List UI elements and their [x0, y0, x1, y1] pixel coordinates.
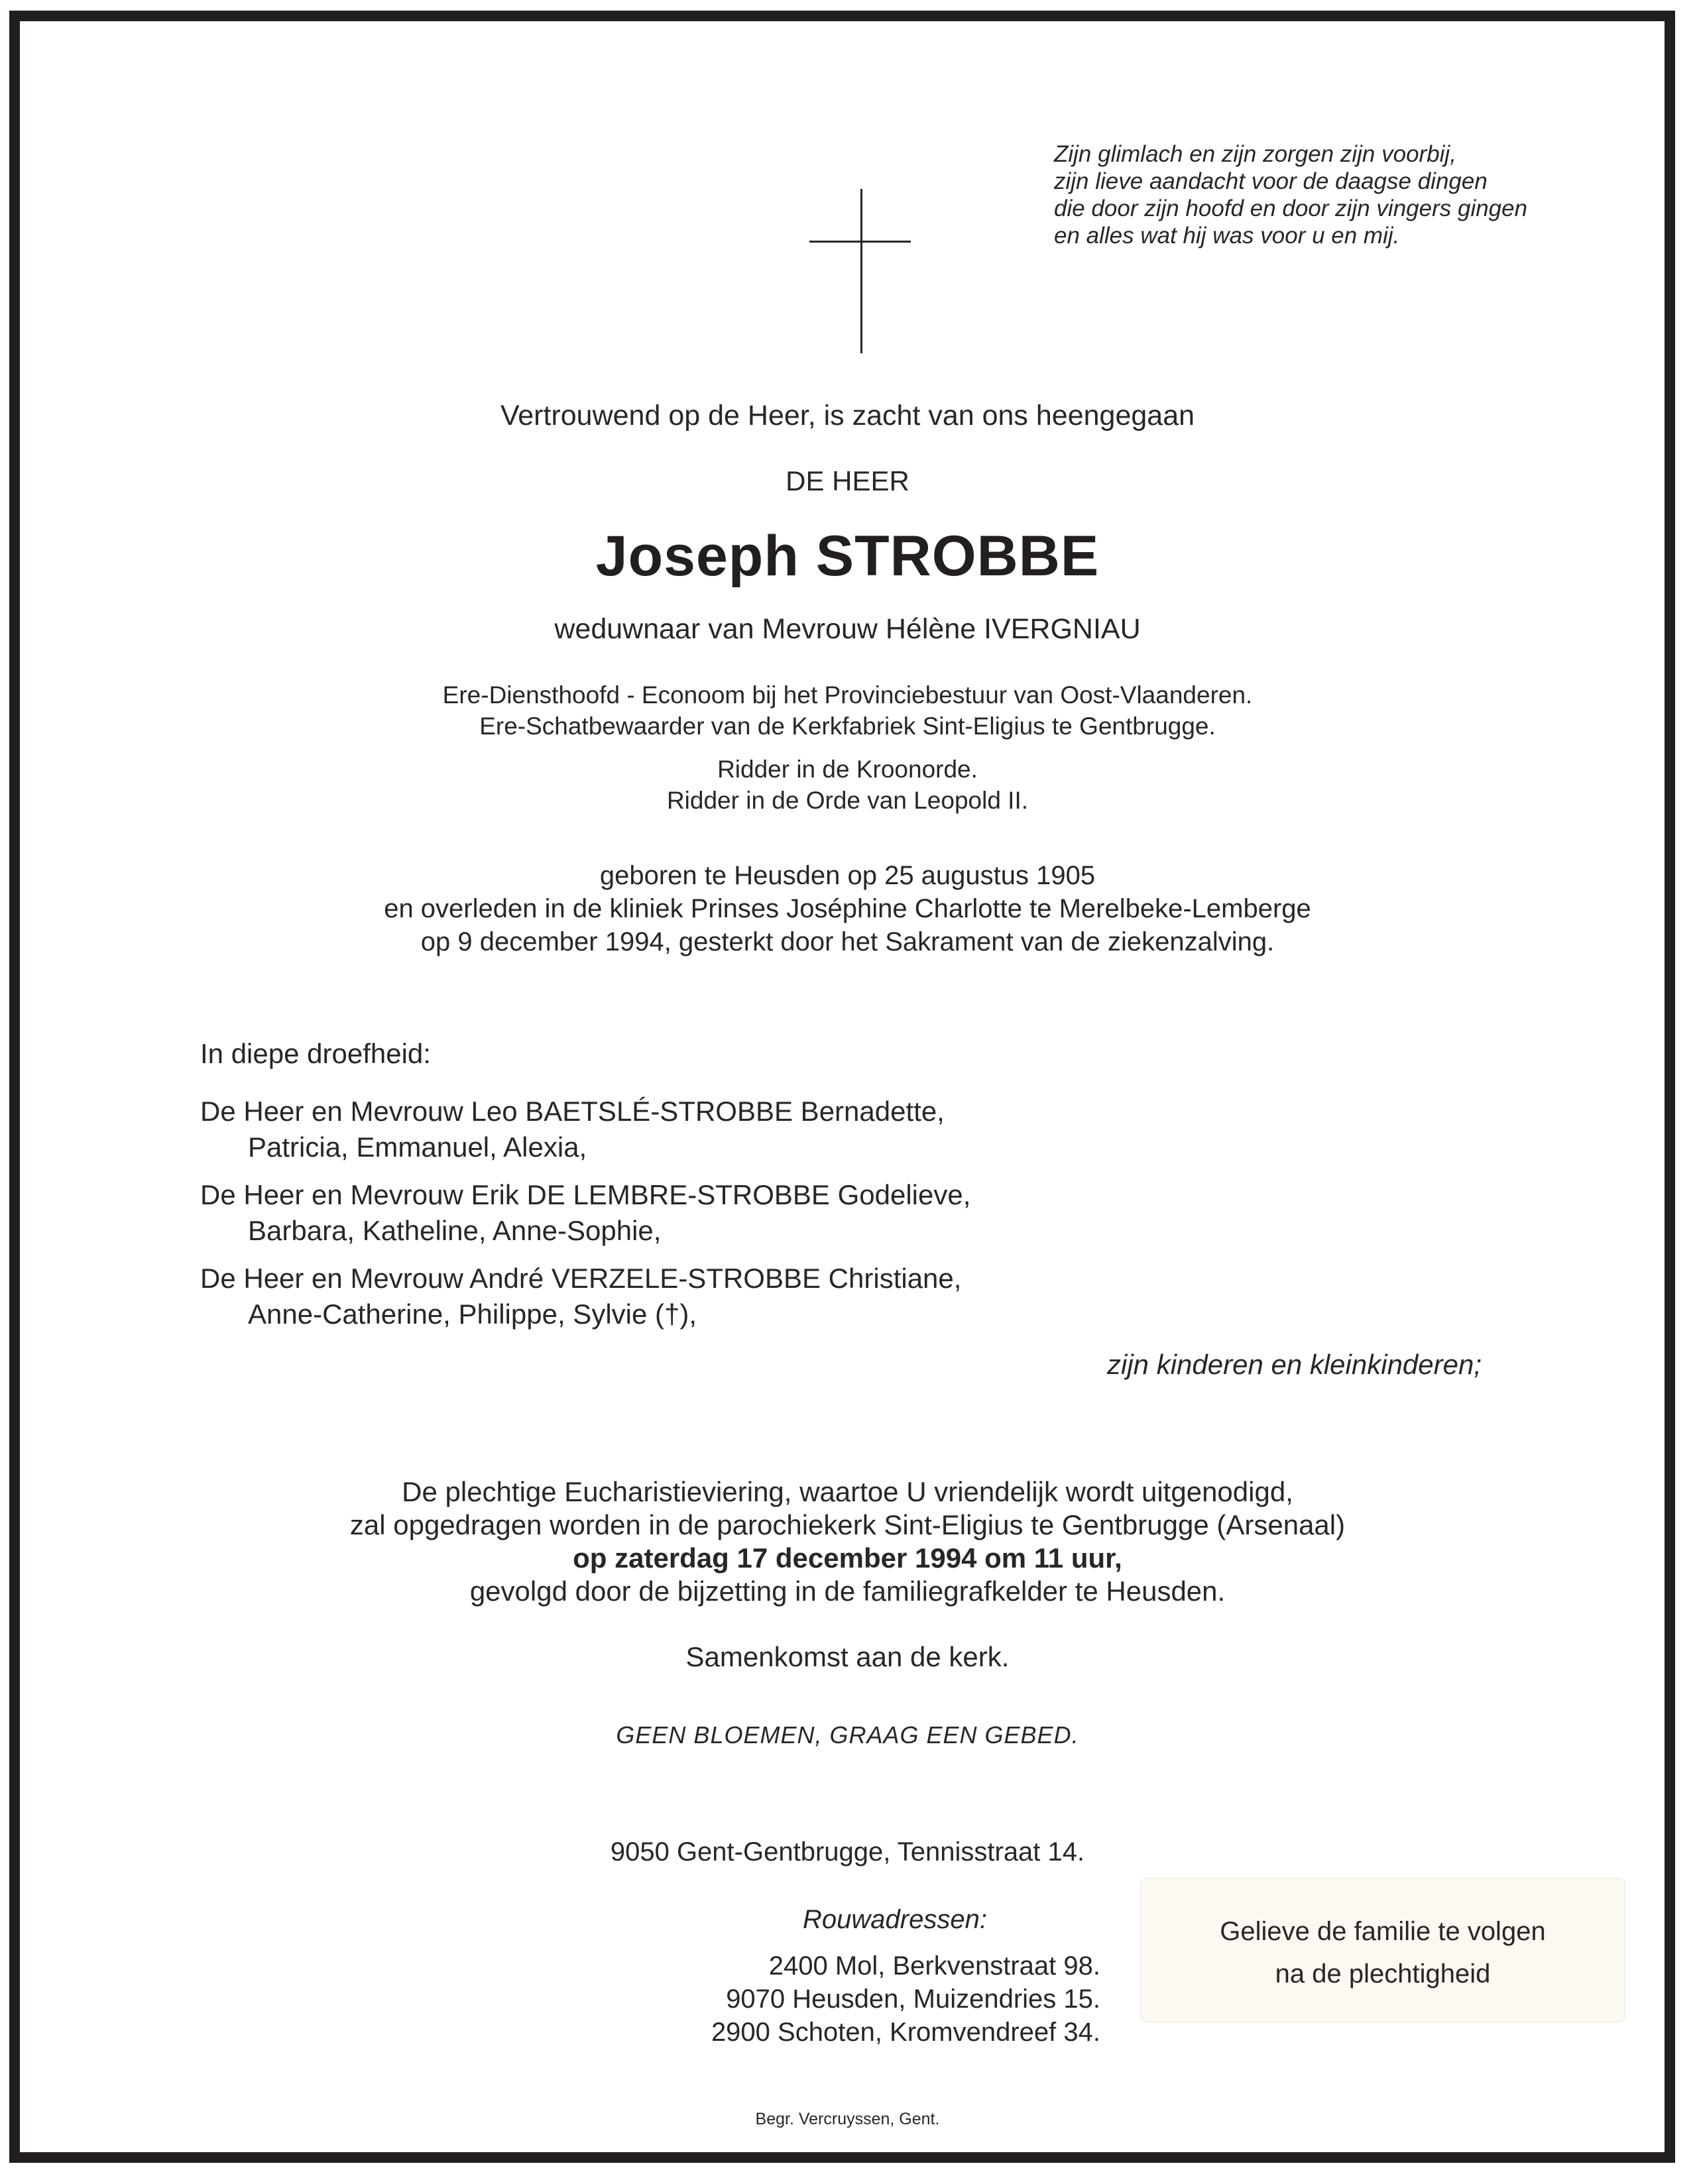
cross-vertical-bar — [860, 189, 862, 353]
mourning-address-line: 2400 Mol, Berkvenstraat 98. — [768, 1951, 1100, 1981]
life-dates — [0, 859, 1695, 958]
service-line: gevolgd door de bijzetting in de familiegrafkelder te Heusden. — [469, 1576, 1226, 1607]
honour-line: Ridder in de Orde van Leopold II. — [666, 787, 1029, 814]
family-list — [200, 1038, 970, 1344]
service-details — [0, 1475, 1695, 1608]
family-children: Barbara, Katheline, Anne-Sophie, — [248, 1215, 662, 1246]
note-line: na de plechtigheid — [1275, 1959, 1491, 1988]
family-couple: De Heer en Mevrouw Leo BAETSLÉ-STROBBE Bernadette, — [200, 1096, 945, 1127]
honour-line: Ridder in de Kroonorde. — [717, 756, 978, 783]
note-line: Gelieve de familie te volgen — [1220, 1917, 1546, 1946]
honorific: DE HEER — [786, 465, 909, 496]
deceased-name: Joseph STROBBE — [595, 524, 1100, 588]
honours — [0, 754, 1695, 816]
life-line: op 9 december 1994, gesterkt door het Sakrament van de ziekenzalving. — [420, 927, 1275, 956]
service-date: op zaterdag 17 december 1994 om 11 uur, — [573, 1542, 1122, 1574]
no-flowers-note: GEEN BLOEMEN, GRAAG EEN GEBED. — [616, 1721, 1079, 1749]
poem-line: die door zijn hoofd en door zijn vingers gingen — [1054, 196, 1528, 221]
life-line: geboren te Heusden op 25 augustus 1905 — [599, 861, 1096, 890]
poem — [1054, 141, 1617, 249]
family-children: Patricia, Emmanuel, Alexia, — [248, 1131, 587, 1163]
mourning-addresses — [636, 1903, 1100, 2049]
title-line: Ere-Diensthoofd - Econoom bij het Provinciebestuur van Oost-Vlaanderen. — [442, 681, 1253, 709]
grief-heading: In diepe droefheid: — [200, 1038, 431, 1069]
family-couple: De Heer en Mevrouw André VERZELE-STROBBE Christiane, — [200, 1263, 962, 1294]
family-children: Anne-Catherine, Philippe, Sylvie (†), — [248, 1298, 697, 1330]
title-line: Ere-Schatbewaarder van de Kerkfabriek Sint-Eligius te Gentbrugge. — [479, 713, 1216, 740]
family-closing: zijn kinderen en kleinkinderen; — [1107, 1349, 1482, 1380]
titles — [0, 679, 1695, 742]
widow-of: weduwnaar van Mevrouw Hélène IVERGNIAU — [554, 613, 1141, 645]
mourning-heading: Rouwadressen: — [803, 1905, 987, 1934]
home-address: 9050 Gent-Gentbrugge, Tennisstraat 14. — [610, 1837, 1085, 1867]
service-line: zal opgedragen worden in de parochiekerk Sint-Eligius te Gentbrugge (Arsenaal) — [349, 1509, 1346, 1540]
poem-line: en alles wat hij was voor u en mij. — [1054, 223, 1400, 249]
intro-text: Vertrouwend op de Heer, is zacht van ons heengegaan — [500, 400, 1195, 431]
mourning-address-line: 9070 Heusden, Muizendries 15. — [726, 1984, 1100, 2014]
mourning-address-line: 2900 Schoten, Kromvendreef 34. — [711, 2018, 1100, 2047]
poem-line: Zijn glimlach en zijn zorgen zijn voorbij, — [1054, 141, 1456, 167]
family-couple: De Heer en Mevrouw Erik DE LEMBRE-STROBBE Godelieve, — [200, 1179, 971, 1210]
printer-credit: Begr. Vercruyssen, Gent. — [755, 2110, 940, 2128]
service-line: De plechtige Eucharistieviering, waartoe U vriendelijk wordt uitgenodigd, — [402, 1476, 1293, 1507]
poem-line: zijn lieve aandacht voor de daagse dingen — [1054, 168, 1488, 194]
meeting-note: Samenkomst aan de kerk. — [685, 1641, 1010, 1672]
life-line: en overleden in de kliniek Prinses Joséphine Charlotte te Merelbeke-Lemberge — [384, 894, 1311, 923]
cross-horizontal-bar — [809, 241, 911, 243]
follow-family-note — [1140, 1878, 1625, 2022]
